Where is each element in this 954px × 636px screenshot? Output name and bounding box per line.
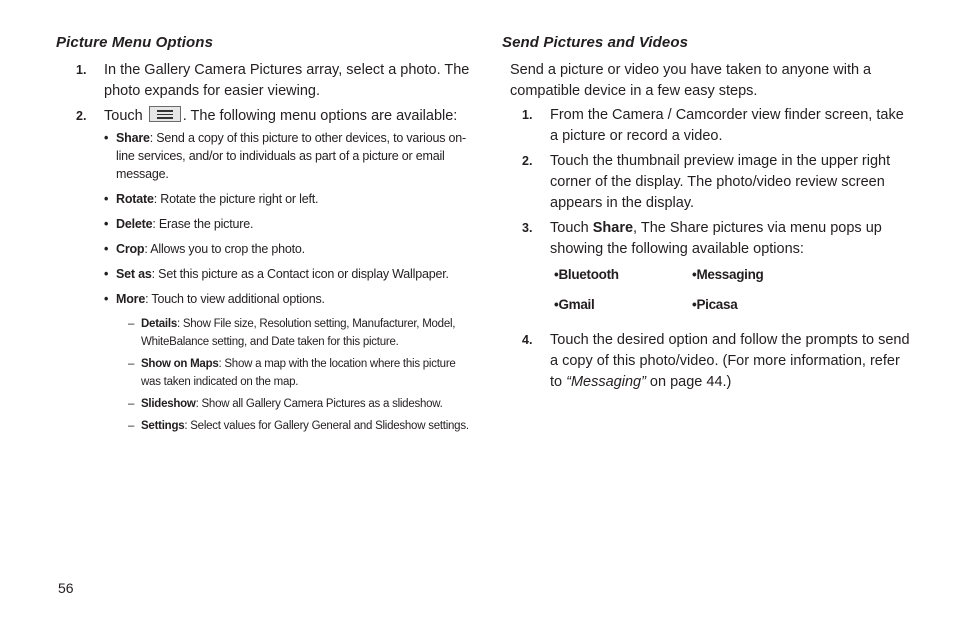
step-text: , The Share pictures via menu pops up showing the following available options:	[550, 220, 882, 257]
share-option-bluetooth: • Bluetooth	[550, 266, 688, 284]
option-term: Rotate	[116, 192, 154, 206]
option-desc: : Show File size, Resolution setting, Manufacturer, Model, WhiteBalance setting, and Date taken for this picture.	[141, 318, 456, 348]
share-option-picasa: • Picasa	[688, 296, 828, 314]
step-text: on page 44.)	[645, 374, 732, 390]
share-options-grid	[550, 266, 912, 314]
list-item	[104, 265, 476, 283]
step-number: 1.	[76, 63, 87, 77]
step-item	[56, 60, 476, 102]
option-term: Show on Maps	[141, 358, 219, 370]
intro-text: Send a picture or video you have taken to anyone with a compatible device in a few easy steps.	[510, 62, 872, 99]
option-desc: : Erase the picture.	[152, 217, 254, 231]
section-heading: Send Pictures and Videos	[502, 34, 689, 51]
option-term: Settings	[141, 420, 185, 432]
list-item	[104, 215, 476, 233]
step-list	[56, 60, 476, 435]
share-term: Share	[592, 220, 634, 236]
option-term: More	[116, 292, 146, 306]
step-number: 3.	[522, 221, 533, 235]
step-text: Touch	[550, 220, 593, 236]
option-term: Delete	[116, 217, 153, 231]
page-number: 56	[58, 580, 74, 596]
step-list	[502, 105, 912, 393]
step-number: 2.	[522, 154, 533, 168]
list-item	[104, 190, 476, 208]
section-heading: Picture Menu Options	[56, 34, 214, 51]
option-desc: : Select values for Gallery General and Slideshow settings.	[184, 420, 469, 432]
step-number: 2.	[76, 109, 87, 123]
step-number: 1.	[522, 108, 533, 122]
option-desc: : Rotate the picture right or left.	[153, 192, 319, 206]
option-desc: : Touch to view additional options.	[145, 292, 325, 306]
sub-list-item	[116, 355, 476, 391]
right-column	[502, 34, 912, 397]
step-item	[56, 106, 476, 435]
option-term: Set as	[116, 267, 152, 281]
step-text: Touch	[104, 108, 143, 124]
step-item	[502, 151, 912, 214]
step-text: . The following menu options are available:	[182, 108, 458, 124]
option-desc: : Send a copy of this picture to other devices, to various on-line services, and/or to individuals as part of a picture or email message.	[116, 131, 467, 181]
menu-icon	[149, 106, 181, 122]
share-option-messaging: • Messaging	[688, 266, 828, 284]
sub-list-item	[116, 315, 476, 351]
option-desc: : Show a map with the location where this picture was taken indicated on the map.	[141, 358, 456, 388]
sub-list-item	[116, 417, 476, 435]
step-item	[502, 218, 912, 314]
sub-list-item	[116, 395, 476, 413]
list-item	[104, 290, 476, 435]
step-number: 4.	[522, 333, 533, 347]
step-item	[502, 330, 912, 393]
option-term: Share	[116, 131, 150, 145]
menu-options-list	[104, 129, 476, 435]
option-term: Crop	[116, 242, 145, 256]
step-item	[502, 105, 912, 147]
step-text: In the Gallery Camera Pictures array, select a photo. The photo expands for easier viewing.	[104, 62, 470, 99]
more-options-list	[116, 315, 476, 435]
option-desc: : Set this picture as a Contact icon or display Wallpaper.	[151, 267, 449, 281]
left-column	[56, 34, 476, 442]
option-desc: : Allows you to crop the photo.	[144, 242, 305, 256]
option-term: Slideshow	[141, 398, 196, 410]
option-desc: : Show all Gallery Camera Pictures as a slideshow.	[195, 398, 443, 410]
share-option-gmail: • Gmail	[550, 296, 688, 314]
list-item	[104, 129, 476, 183]
step-text: From the Camera / Camcorder view finder screen, take a picture or record a video.	[550, 107, 904, 144]
step-text: Touch the desired option and follow the prompts to send a copy of this photo/video. (For more information, refer to	[550, 332, 910, 390]
option-term: Details	[141, 318, 177, 330]
cross-reference: “Messaging”	[566, 374, 646, 390]
step-text: Touch the thumbnail preview image in the upper right corner of the display. The photo/video review screen appears in the display.	[550, 153, 891, 211]
list-item	[104, 240, 476, 258]
